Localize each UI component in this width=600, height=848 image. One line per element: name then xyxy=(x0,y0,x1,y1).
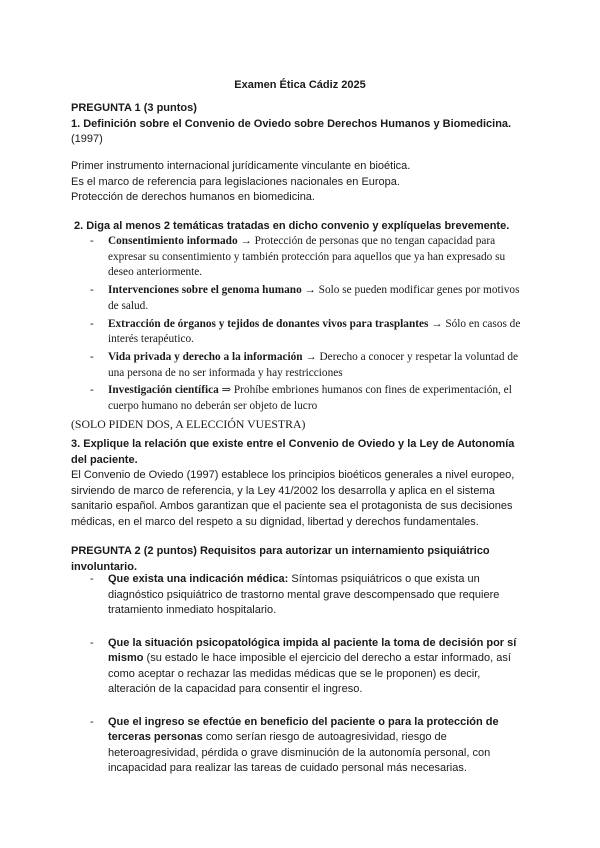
q1-heading-text: PREGUNTA 1 (3 puntos) xyxy=(71,102,197,114)
q2-requirements-list xyxy=(71,572,531,777)
list-item: - Investigación científica ⇒ Prohíbe embriones humanos con fines de experimentación, el cuerpo humano no deberán ser objeto de lucro xyxy=(90,384,512,413)
topic-text: Solo se pueden modificar genes por motivos de salud. xyxy=(108,284,520,312)
arrow-icon: ⇒ xyxy=(221,384,232,397)
requirement-text: como serían riesgo de autoagresividad, riesgo de heteroagresividad, pérdida o grave disminución de la autonomía personal, con incapacidad para realizar las tareas de cuidado personal más necesarias. xyxy=(108,731,491,774)
arrow-icon: → xyxy=(305,350,317,363)
requirement-term: Que el ingreso se efectúe en beneficio del paciente o para la protección de terceras personas xyxy=(108,715,499,743)
q1-sub1 xyxy=(71,117,531,133)
q2-heading-text: PREGUNTA 2 (2 puntos) Requisitos para autorizar un internamiento psiquiátrico involuntario. xyxy=(71,545,490,573)
arrow-icon: → xyxy=(304,284,316,297)
topic-term: Extracción de órganos y tejidos de donantes vivos para trasplantes xyxy=(108,317,429,330)
q2-heading xyxy=(71,544,531,575)
requirement-term: Que la situación psicopatológica impida al paciente la toma de decisión por sí mismo xyxy=(108,636,517,664)
q1-note: (SOLO PIDEN DOS, A ELECCIÓN VUESTRA) xyxy=(71,416,306,431)
list-item: - Intervenciones sobre el genoma humano → Solo se pueden modificar genes por motivos de salud. xyxy=(90,284,520,312)
topic-text: Sólo en casos de interés terapéutico. xyxy=(108,317,521,346)
list-item: - Consentimiento informado → Protección de personas que no tengan capacidad para expresar su consentimiento y también protección para aquellos que ya han expresado su deseo anteriormente. xyxy=(90,235,506,279)
q1-heading xyxy=(71,101,531,117)
arrow-icon: → xyxy=(431,317,443,330)
list-item: - Que exista una indicación médica: Síntomas psiquiátricos o que exista un diagnóstico psiquiátrico de trastorno mental grave descompensado que requiere tratamiento inmediato hospitalario. xyxy=(90,573,500,616)
list-item: - Vida privada y derecho a la información → Derecho a conocer y respetar la voluntad de una persona de no ser informada y hay restricciones xyxy=(90,350,519,379)
arrow-icon: → xyxy=(240,235,252,247)
q1-sub1-text: 1. Definición sobre el Convenio de Oviedo sobre Derechos Humanos y Biomedicina. xyxy=(71,117,512,130)
q1-def-line: Es el marco de referencia para legislaciones nacionales en Europa. xyxy=(71,175,400,188)
topic-text: Prohíbe embriones humanos con fines de experimentación, el cuerpo humano no deberán ser objeto de lucro xyxy=(108,384,512,413)
topic-text: Protección de personas que no tengan capacidad para expresar su consentimiento y también protección para aquellos que ya han expresado su deseo anteriormente. xyxy=(108,235,506,279)
q1-def-line: Protección de derechos humanos en biomedicina. xyxy=(71,191,315,203)
q1-sub2 xyxy=(74,219,534,235)
requirement-text: (su estado le hace imposible el ejercicio del derecho a estar informado, así como aceptar o rechazar las medidas médicas que se le proponen) es decir, alteración de la capacidad para consentir el ingreso. xyxy=(108,652,511,695)
topic-text: Derecho a conocer y respetar la voluntad de una persona de no ser informada y hay restricciones xyxy=(108,350,519,379)
topic-term: Vida privada y derecho a la información xyxy=(108,350,303,363)
topic-term: Intervenciones sobre el genoma humano xyxy=(108,284,302,297)
list-item: - Que la situación psicopatológica impida al paciente la toma de decisión por sí mismo (su estado le hace imposible el ejercicio del derecho a estar informado, así como aceptar o rechazar las medidas médicas que se le proponen) es decir, alteración de la capacidad para consentir el ingreso. xyxy=(90,636,517,695)
q1-sub3-answer: El Convenio de Oviedo (1997) establece los principios bioéticos generales a nivel europeo, sirviendo de marco de referencia, y la Ley 41/2002 los desarrolla y aplica en el sistema sanitario español. Ambos garantizan que el paciente sea el protagonista de sus decisiones médicas, en el marco del respeto a su dignidad, libertad y derechos fundamentales. xyxy=(71,469,515,528)
q1-sub2-text: 2. Diga al menos 2 temáticas tratadas en dicho convenio y explíquelas brevemente. xyxy=(74,220,510,232)
list-item: - Que el ingreso se efectúe en beneficio del paciente o para la protección de terceras personas como serían riesgo de autoagresividad, riesgo de heteroagresividad, pérdida o grave disminución de la autonomía personal, con incapacidad para realizar las tareas de cuidado personal más necesarias. xyxy=(90,715,499,774)
requirement-text: Síntomas psiquiátricos o que exista un diagnóstico psiquiátrico de trastorno mental grave descompensado que requiere tratamiento inmediato hospitalario. xyxy=(108,573,500,616)
requirement-term: Que exista una indicación médica: xyxy=(108,573,289,585)
q1-sub3 xyxy=(71,437,531,530)
document-title: Examen Ética Cádiz 2025 xyxy=(234,79,366,91)
q1-def-line: Primer instrumento internacional jurídicamente vinculante en bioética. xyxy=(71,160,411,172)
list-item: - Extracción de órganos y tejidos de donantes vivos para trasplantes → Sólo en casos de interés terapéutico. xyxy=(90,317,521,346)
q1-header-block xyxy=(71,101,531,148)
q1-definition xyxy=(71,159,531,206)
topic-term: Consentimiento informado xyxy=(108,235,238,247)
q1-sub3-text: 3. Explique la relación que existe entre el Convenio de Oviedo y la Ley de Autonomía del paciente. xyxy=(71,438,515,466)
q1-topics-list xyxy=(71,234,521,432)
q1-year: (1997) xyxy=(71,133,103,145)
topic-term: Investigación científica xyxy=(108,384,219,397)
